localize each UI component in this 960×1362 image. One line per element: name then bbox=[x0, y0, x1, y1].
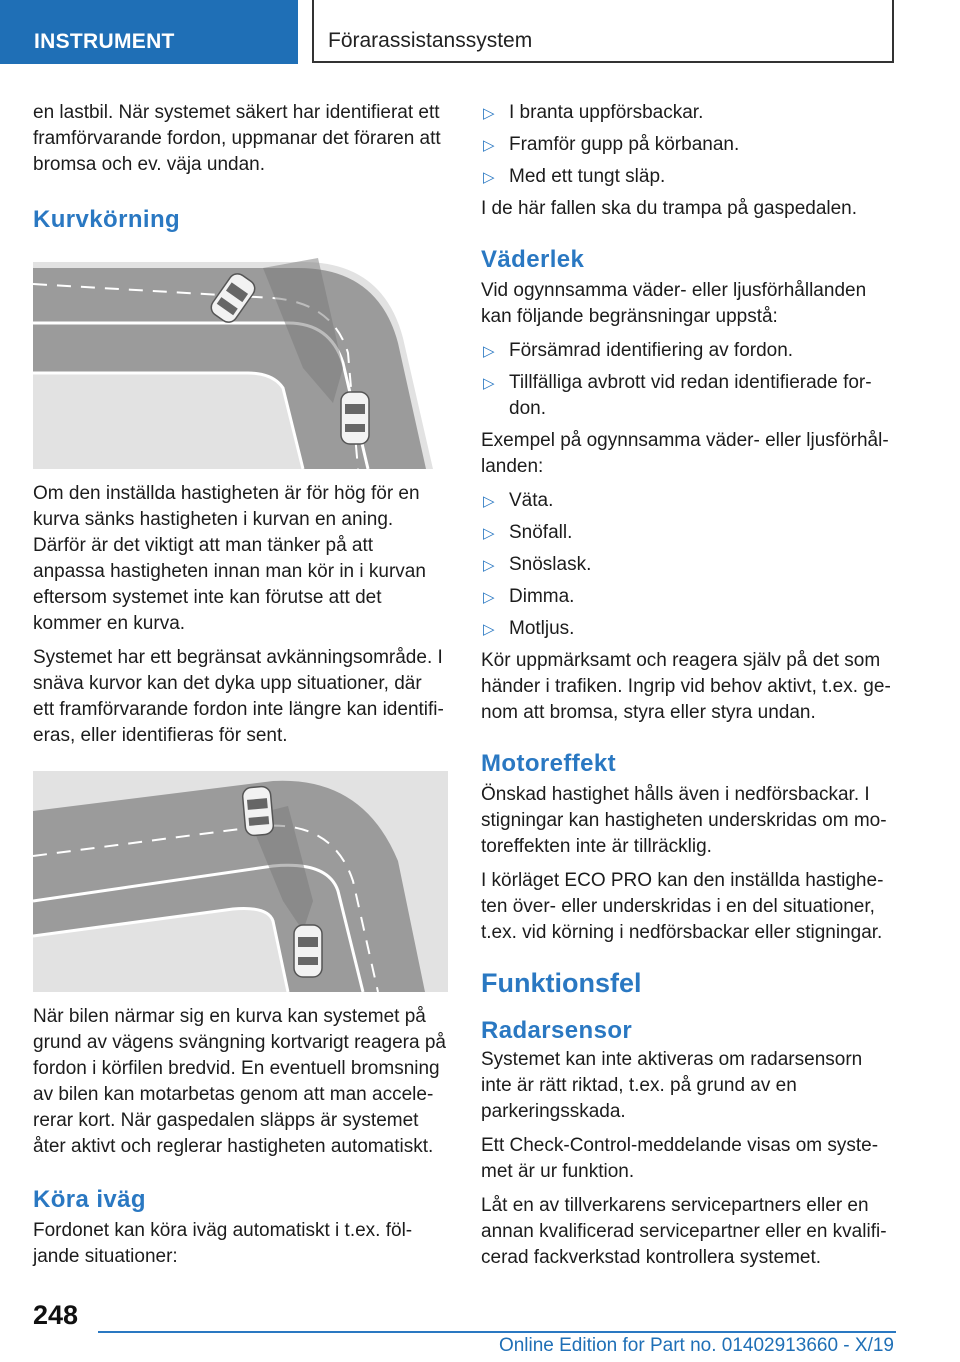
list-item: ▷ Tillfälliga avbrott vid redan identifierade fordon. bbox=[483, 372, 872, 419]
kora-list bbox=[481, 100, 896, 190]
right-column bbox=[481, 100, 896, 1279]
triangle-bullet-icon: ▷ bbox=[483, 169, 495, 186]
heading-kurvkorning: Kurvkörning bbox=[33, 206, 181, 233]
left-column bbox=[33, 100, 448, 1278]
curve-illustration-1 bbox=[33, 248, 448, 469]
triangle-bullet-icon: ▷ bbox=[483, 137, 495, 154]
kurvkorning-paragraph-2: Systemet har ett begränsat avkänningsområde. I snäva kurvor kan det dyka upp situationer, där ett framförvarande fordon inte längre kan identifieras, eller identifieras för sent. bbox=[33, 647, 444, 746]
heading-vaderlek: Väderlek bbox=[481, 246, 585, 273]
triangle-bullet-icon: ▷ bbox=[483, 525, 495, 542]
triangle-bullet-icon: ▷ bbox=[483, 557, 495, 574]
intro-paragraph: en lastbil. När systemet säkert har identifierat ett framförvarande fordon, uppmanar det föraren att bromsa och ev. väja undan. bbox=[33, 102, 441, 175]
triangle-bullet-icon: ▷ bbox=[483, 105, 495, 122]
list-item: ▷ Dimma. bbox=[481, 584, 896, 610]
radar-paragraph-2: Ett Check-Control-meddelande visas om systemet är ur funktion. bbox=[481, 1135, 879, 1182]
list-item: ▷ Försämrad identifiering av fordon. bbox=[481, 338, 896, 364]
car-icon-own bbox=[341, 392, 369, 444]
car-icon-adjacent bbox=[242, 786, 274, 836]
motor-paragraph-2: I körläget ECO PRO kan den inställda hastigheten över- eller underskridas i en del situationer, t.ex. vid körning i nedförsbackar eller stigningar. bbox=[481, 870, 884, 943]
heading-kora-ivag: Köra iväg bbox=[33, 1186, 146, 1213]
vader-list-1 bbox=[481, 338, 896, 422]
triangle-bullet-icon: ▷ bbox=[483, 343, 495, 360]
motor-paragraph-1: Önskad hastighet hålls även i nedförsbackar. I stigningar kan hastigheten underskridas om motoreffekten inte är tillräcklig. bbox=[481, 784, 887, 857]
vader-paragraph-2: Exempel på ogynnsamma väder- eller ljusförhållanden: bbox=[481, 430, 889, 477]
vader-paragraph-3: Kör uppmärksamt och reagera själv på det som händer i trafiken. Ingrip vid behov aktivt, t.ex. genom att bromsa, styra eller styra undan. bbox=[481, 650, 891, 723]
list-item: ▷ Snöslask. bbox=[481, 552, 896, 578]
kora-after-paragraph: I de här fallen ska du trampa på gaspedalen. bbox=[481, 198, 858, 219]
edition-text: Online Edition for Part no. 01402913660 - X/19 bbox=[498, 1335, 894, 1356]
kora-paragraph: Fordonet kan köra iväg automatiskt i t.ex. följande situationer: bbox=[33, 1220, 413, 1267]
list-item: ▷ Framför gupp på körbanan. bbox=[481, 132, 896, 158]
triangle-bullet-icon: ▷ bbox=[483, 621, 495, 638]
kurvkorning-paragraph-1: Om den inställda hastigheten är för hög för en kurva sänks hastigheten i kurvan en aning. Därför är det viktigt att man tänker på att anpassa hastigheten innan man kör in i kurvan eftersom systemet inte kan förutse att det kommer en kurva. bbox=[33, 483, 426, 634]
heading-radarsensor: Radarsensor bbox=[481, 1017, 633, 1044]
list-item: ▷ Snöfall. bbox=[481, 520, 896, 546]
chapter-header bbox=[312, 0, 894, 63]
footer-divider bbox=[98, 1331, 896, 1333]
heading-funktionsfel: Funktionsfel bbox=[481, 968, 642, 998]
car-icon-own-2 bbox=[294, 925, 322, 977]
triangle-bullet-icon: ▷ bbox=[483, 493, 495, 510]
list-item: ▷ Väta. bbox=[481, 488, 896, 514]
heading-motoreffekt: Motoreffekt bbox=[481, 750, 617, 777]
page-number: 248 bbox=[33, 1300, 79, 1330]
vader-paragraph-1: Vid ogynnsamma väder- eller ljusförhållanden kan följande begränsningar uppstå: bbox=[481, 280, 867, 327]
list-item: ▷ Med ett tungt släp. bbox=[481, 164, 896, 190]
section-tab bbox=[0, 0, 298, 64]
kurvkorning-paragraph-3: När bilen närmar sig en kurva kan systemet på grund av vägens svängning kortvarigt reagera på fordon i körfilen bredvid. En eventuell bromsning av bilen kan motarbetas genom att man accelererar kort. När gaspedalen släpps är systemet åter aktivt och reglerar hastigheten automatiskt. bbox=[33, 1006, 446, 1157]
vader-list-2 bbox=[481, 488, 896, 642]
curve-illustration-2 bbox=[33, 771, 448, 992]
radar-paragraph-1: Systemet kan inte aktiveras om radarsensorn inte är rätt riktad, t.ex. på grund av en parkeringsskada. bbox=[481, 1049, 863, 1122]
list-item: ▷ Motljus. bbox=[481, 616, 896, 642]
chapter-title: Förarassistanssystem bbox=[328, 29, 533, 52]
list-item: ▷ I branta uppförsbackar. bbox=[481, 100, 896, 126]
triangle-bullet-icon: ▷ bbox=[483, 589, 495, 606]
triangle-bullet-icon: ▷ bbox=[483, 375, 495, 392]
radar-paragraph-3: Låt en av tillverkarens servicepartners eller en annan kvalificerad servicepartner eller en kvalificerad fackverkstad kontrollera systemet. bbox=[481, 1195, 887, 1268]
section-tab-label: INSTRUMENT bbox=[34, 30, 175, 53]
